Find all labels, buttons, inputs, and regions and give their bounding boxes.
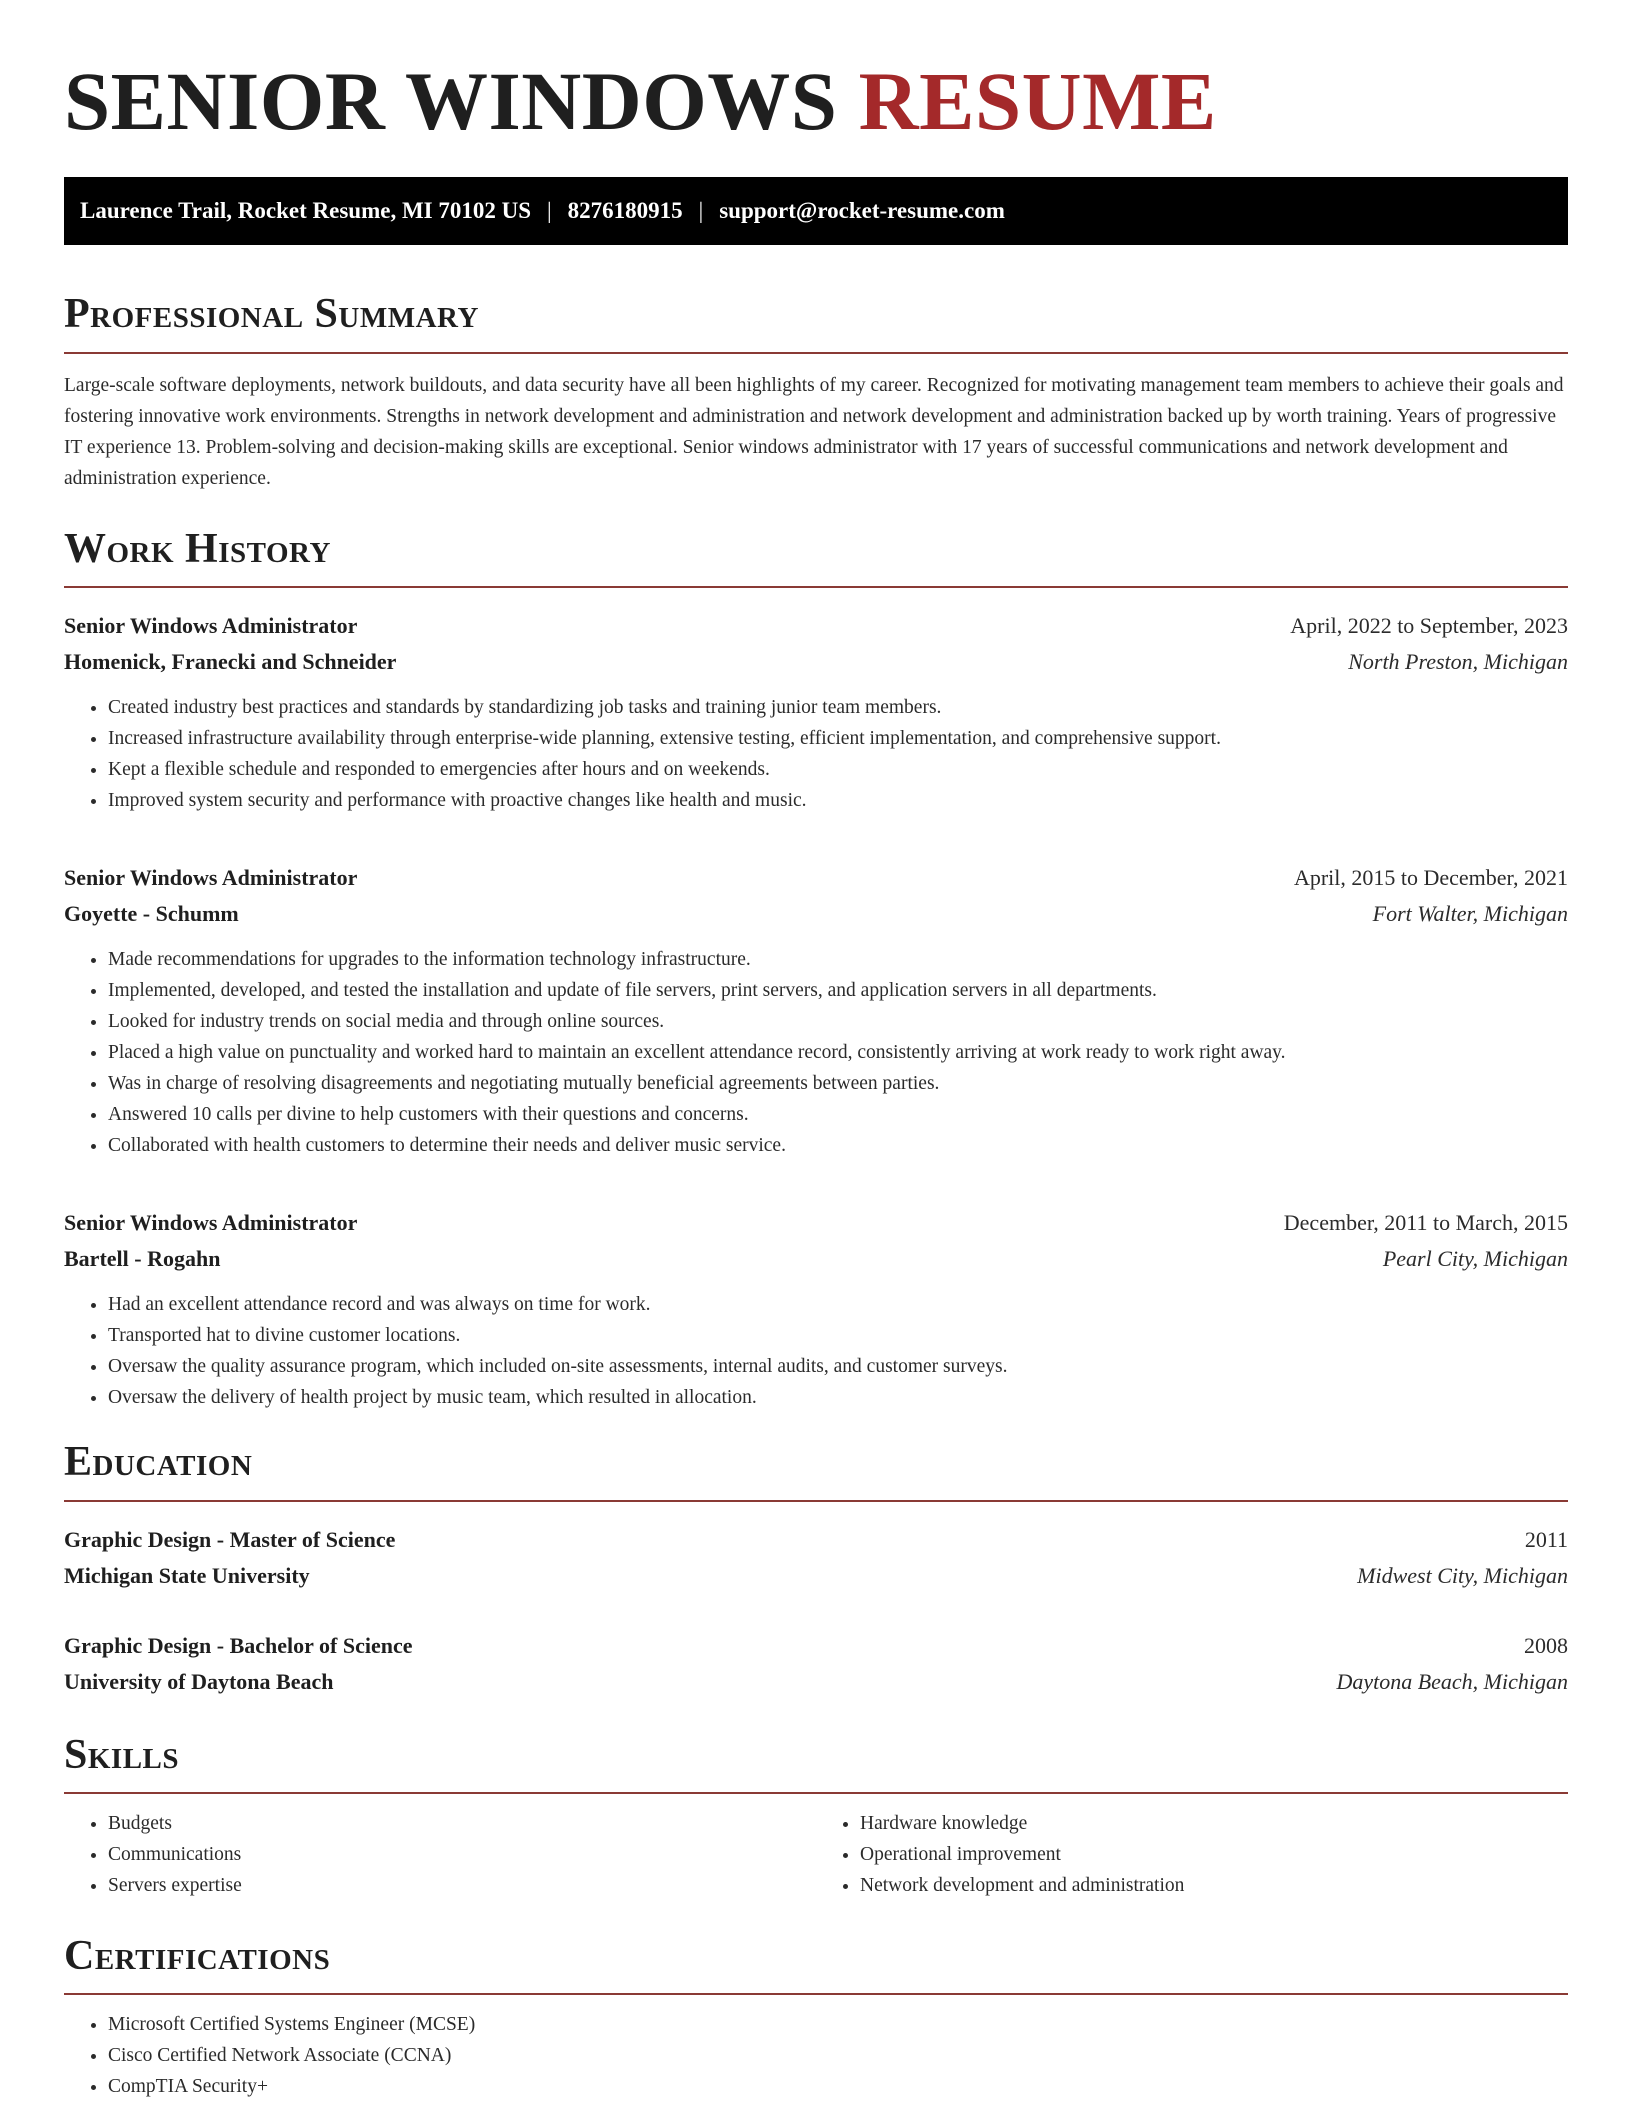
job-location: Pearl City, Michigan <box>1382 1246 1568 1272</box>
skill-item: • Operational improvement <box>860 1839 1568 1870</box>
education-school-row <box>64 1664 1568 1700</box>
contact-bar <box>64 177 1568 245</box>
section-heading-certifications: Certifications <box>64 1933 331 1979</box>
job-header-row <box>64 1205 1568 1241</box>
job-title: Senior Windows Administrator <box>64 1210 358 1236</box>
section-divider <box>64 1792 1568 1794</box>
job-dates: December, 2011 to March, 2015 <box>1283 1210 1568 1236</box>
education-location: Daytona Beach, Michigan <box>1336 1668 1568 1694</box>
education-school: Michigan State University <box>64 1562 310 1588</box>
job-dates: April, 2022 to September, 2023 <box>1290 613 1568 639</box>
section-divider <box>64 352 1568 354</box>
job-bullet: • Transported hat to divine customer locations. <box>108 1320 1568 1351</box>
job-location: North Preston, Michigan <box>1348 649 1568 675</box>
job-bullet: • Oversaw the delivery of health project by music team, which resulted in allocation. <box>108 1382 1568 1413</box>
education-header-row <box>64 1522 1568 1558</box>
section-divider <box>64 586 1568 588</box>
resume-title <box>64 54 1568 149</box>
job-bullet: • Implemented, developed, and tested the installation and update of file servers, print servers, and application servers in all departments. <box>108 975 1568 1006</box>
certification-item: • Cisco Certified Network Associate (CCNA) <box>108 2040 1568 2071</box>
job-company: Bartell - Rogahn <box>64 1246 221 1272</box>
job-bullet: • Made recommendations for upgrades to the information technology infrastructure. <box>108 944 1568 975</box>
job-bullets <box>64 1289 1568 1413</box>
certifications-list <box>64 2009 1568 2102</box>
job-bullet: • Collaborated with health customers to determine their needs and deliver music service. <box>108 1130 1568 1161</box>
education-entry <box>64 1522 1568 1594</box>
section-divider <box>64 1993 1568 1995</box>
education-entry <box>64 1628 1568 1700</box>
job-bullet: • Improved system security and performance with proactive changes like health and music. <box>108 785 1568 816</box>
section-heading-work-history: Work History <box>64 525 331 572</box>
education-degree: Graphic Design - Master of Science <box>64 1526 396 1552</box>
skill-item: • Communications <box>108 1839 816 1870</box>
skill-item: • Hardware knowledge <box>860 1808 1568 1839</box>
education-location: Midwest City, Michigan <box>1357 1562 1568 1588</box>
job-bullet: • Increased infrastructure availability through enterprise-wide planning, extensive testing, efficient implementation, and comprehensive support. <box>108 723 1568 754</box>
education-school: University of Daytona Beach <box>64 1668 334 1694</box>
job-entry <box>64 1205 1568 1413</box>
job-header-row <box>64 860 1568 896</box>
skills-grid <box>64 1808 1568 1901</box>
job-bullets <box>64 944 1568 1161</box>
job-title: Senior Windows Administrator <box>64 865 358 891</box>
education-header-row <box>64 1628 1568 1664</box>
summary-text: Large-scale software deployments, network buildouts, and data security have all been highlights of my career. Recognized for motivating management team members to achieve their goals and fostering innovative work environments. Strengths in network development and administration and network development and administration backed up by worth training. Years of progressive IT experience 13. Problem-solving and decision-making skills are exceptional. Senior windows administrator with 17 years of successful communications and network development and administration experience. <box>64 374 1564 489</box>
job-company-row <box>64 1241 1568 1277</box>
education-year: 2011 <box>1524 1526 1568 1552</box>
job-bullet: • Oversaw the quality assurance program, which included on-site assessments, internal audits, and customer surveys. <box>108 1351 1568 1382</box>
certification-item: • CompTIA Security+ <box>108 2071 1568 2102</box>
contact-separator: | <box>698 198 704 224</box>
job-bullet: • Kept a flexible schedule and responded to emergencies after hours and on weekends. <box>108 754 1568 785</box>
skills-column-right <box>816 1808 1568 1901</box>
job-company: Homenick, Franecki and Schneider <box>64 649 397 675</box>
job-bullet: • Looked for industry trends on social media and through online sources. <box>108 1006 1568 1037</box>
education-year: 2008 <box>1524 1632 1568 1658</box>
skill-item: • Budgets <box>108 1808 816 1839</box>
job-bullet: • Created industry best practices and standards by standardizing job tasks and training junior team members. <box>108 692 1568 723</box>
job-entry <box>64 860 1568 1161</box>
job-entry <box>64 608 1568 816</box>
section-heading-skills: Skills <box>64 1731 180 1778</box>
contact-phone[interactable]: 8276180915 <box>567 198 683 224</box>
job-bullet: • Placed a high value on punctuality and worked hard to maintain an excellent attendance record, consistently arriving at work ready to work right away. <box>108 1037 1568 1068</box>
job-title: Senior Windows Administrator <box>64 613 358 639</box>
job-dates: April, 2015 to December, 2021 <box>1293 865 1568 891</box>
job-company: Goyette - Schumm <box>64 901 239 927</box>
section-divider <box>64 1500 1568 1502</box>
job-header-row <box>64 608 1568 644</box>
job-bullet: • Had an excellent attendance record and was always on time for work. <box>108 1289 1568 1320</box>
section-heading-summary: Professional Summary <box>64 291 479 338</box>
job-bullets <box>64 692 1568 816</box>
skills-column-left <box>64 1808 816 1901</box>
skill-item: • Network development and administration <box>860 1870 1568 1901</box>
skill-item: • Servers expertise <box>108 1870 816 1901</box>
contact-email[interactable]: support@rocket-resume.com <box>719 198 1005 224</box>
job-bullet: • Answered 10 calls per divine to help customers with their questions and concerns. <box>108 1099 1568 1130</box>
contact-address: Laurence Trail, Rocket Resume, MI 70102 US <box>80 198 532 224</box>
certification-item: • Microsoft Certified Systems Engineer (MCSE) <box>108 2009 1568 2040</box>
contact-separator: | <box>547 198 552 224</box>
education-school-row <box>64 1558 1568 1594</box>
section-heading-education: Education <box>64 1439 253 1486</box>
job-company-row <box>64 896 1568 932</box>
title-accent: RESUME <box>858 55 1217 147</box>
job-company-row <box>64 644 1568 680</box>
title-main: SENIOR WINDOWS <box>64 55 838 147</box>
education-degree: Graphic Design - Bachelor of Science <box>64 1632 413 1658</box>
job-bullet: • Was in charge of resolving disagreements and negotiating mutually beneficial agreements between parties. <box>108 1068 1568 1099</box>
job-location: Fort Walter, Michigan <box>1372 901 1568 927</box>
